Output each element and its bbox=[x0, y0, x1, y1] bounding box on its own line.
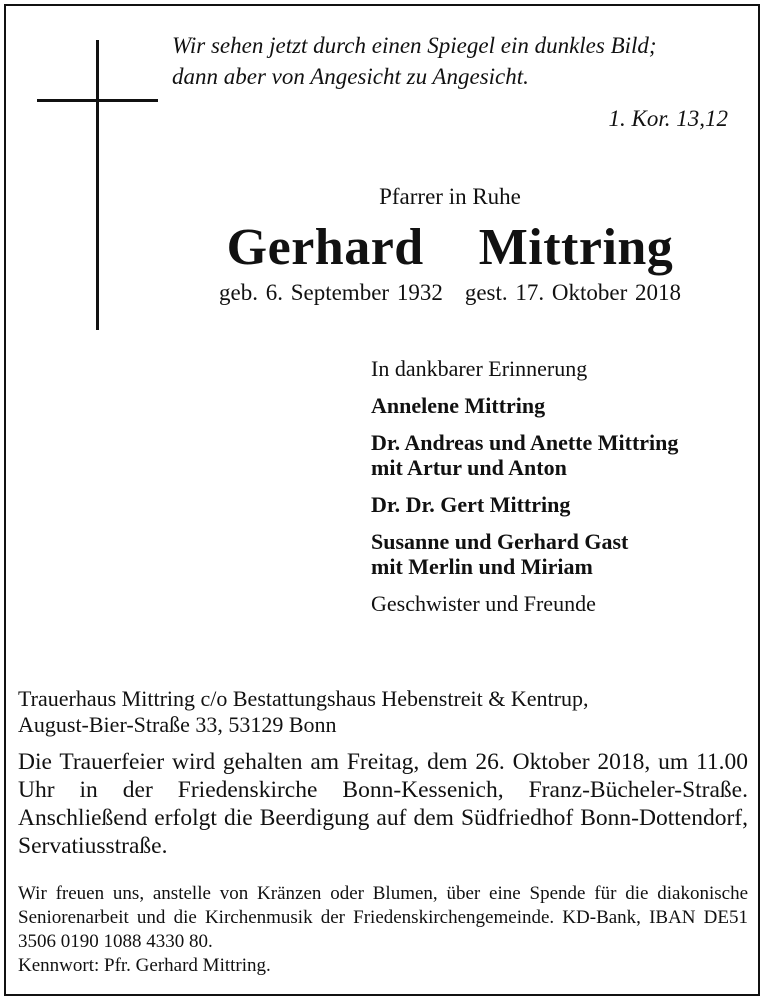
mourner-line: Susanne und Gerhard Gast bbox=[371, 529, 629, 554]
funeral-service-info: Die Trauerfeier wird gehalten am Freitag, dem 26. Oktober 2018, um 11.00 Uhr in der Friedenskirche Bonn-Kessenich, Franz-Bücheler-Straße. Anschließend erfolgt die Beerdigung auf dem Südfriedhof Bonn-Dottendorf, Servatiusstraße. bbox=[18, 749, 748, 859]
mourner-line: Dr. Dr. Gert Mittring bbox=[371, 492, 571, 517]
verse-line-2: dann aber von Angesicht zu Angesicht. bbox=[172, 64, 529, 89]
donation-keyword: Kennwort: Pfr. Gerhard Mittring. bbox=[18, 955, 271, 976]
mourners-intro: In dankbarer Erinnerung bbox=[371, 356, 588, 381]
verse-reference: 1. Kor. 13,12 bbox=[608, 106, 728, 131]
mourner-line: mit Artur und Anton bbox=[371, 455, 567, 480]
occupation: Pfarrer in Ruhe bbox=[379, 184, 521, 209]
donation-text: Wir freuen uns, anstelle von Kränzen oder Blumen, über eine Spende für die diakonische Seniorenarbeit und die Kirchenmusik der Friedenskirchengemeinde. KD-Bank, IBAN DE51 3506 0190 1088 4330 80. bbox=[18, 883, 748, 952]
birth-date: geb. 6. September 1932 bbox=[219, 280, 443, 305]
address-line-2: August-Bier-Straße 33, 53129 Bonn bbox=[18, 712, 337, 737]
deceased-name-text: Gerhard Mittring bbox=[226, 219, 674, 276]
address-line-1: Trauerhaus Mittring c/o Bestattungshaus Hebenstreit & Kentrup, bbox=[18, 686, 589, 711]
bible-verse bbox=[172, 30, 657, 92]
mourners-outro: Geschwister und Freunde bbox=[371, 591, 596, 616]
mourner-entry bbox=[371, 492, 678, 517]
mourner-entry bbox=[371, 529, 678, 579]
mourner-entry bbox=[371, 393, 678, 418]
mourner-line: Dr. Andreas und Anette Mittring bbox=[371, 430, 679, 455]
mourning-house-address bbox=[18, 686, 746, 738]
mourner-entry bbox=[371, 430, 678, 480]
mourner-line: mit Merlin und Miriam bbox=[371, 554, 593, 579]
verse-line-1: Wir sehen jetzt durch einen Spiegel ein dunkles Bild; bbox=[172, 33, 657, 58]
mourner-line: Annelene Mittring bbox=[371, 393, 546, 418]
life-dates bbox=[68, 280, 764, 306]
cross-horizontal-bar bbox=[37, 99, 158, 102]
donation-request bbox=[18, 882, 748, 978]
deceased-name bbox=[68, 218, 764, 277]
mourners-block bbox=[371, 356, 678, 616]
death-date: gest. 17. Oktober 2018 bbox=[464, 280, 681, 305]
